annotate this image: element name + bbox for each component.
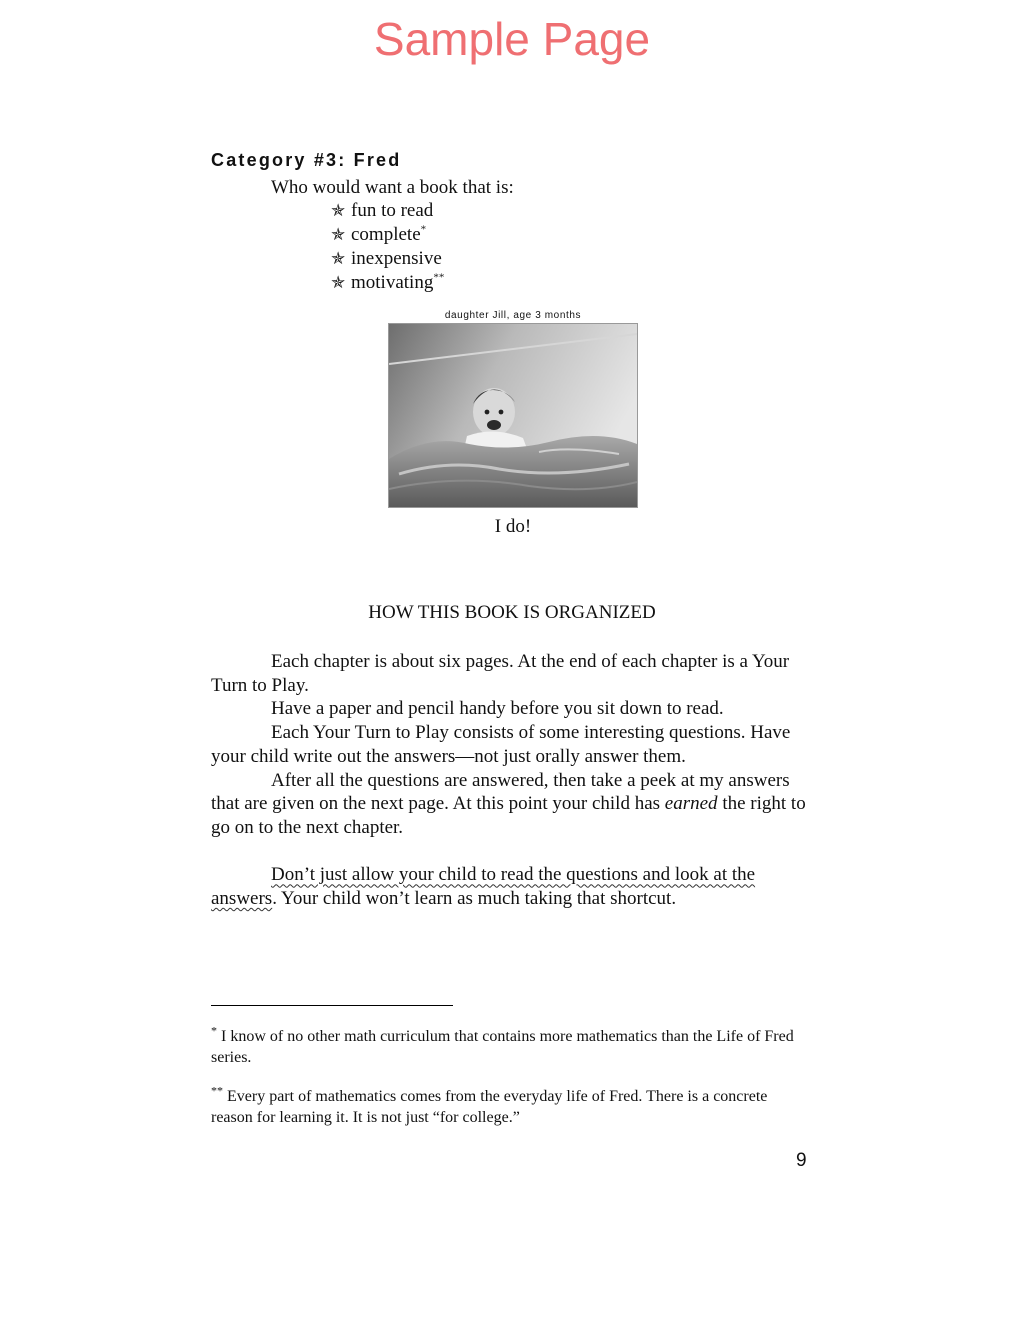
footnote-marker: ** <box>211 1083 223 1098</box>
list-item-text: complete <box>351 224 421 245</box>
footnote-marker: * <box>420 223 427 236</box>
photo-caption: daughter Jill, age 3 months <box>444 310 582 321</box>
footnote-marker: * <box>211 1023 217 1038</box>
star-bullet-icon: ✯ <box>331 201 346 220</box>
list-item <box>331 223 444 247</box>
baby-photo <box>388 323 638 508</box>
footnote-marker: ** <box>433 271 445 284</box>
list-item <box>331 247 444 271</box>
emphasis-text: earned <box>664 793 718 815</box>
intro-question: Who would want a book that is: <box>271 177 514 198</box>
star-bullet-icon: ✯ <box>331 249 346 268</box>
paragraph: Each chapter is about six pages. At the end of each chapter is a Your Turn to Play. <box>211 651 790 696</box>
paragraph-text: . Your child won’t learn as much taking that shortcut. <box>272 888 677 910</box>
footnote-text: I know of no other math curriculum that contains more mathematics than the Life of Fred series. <box>211 1028 794 1066</box>
paragraph-text: After all the questions are answered, then take a peek at my answers that are given on the next page. At this point your child has <box>211 769 790 815</box>
footnote-separator <box>211 1005 453 1006</box>
page-number: 9 <box>796 1150 807 1171</box>
list-item-text: fun to read <box>351 200 434 221</box>
section-heading: HOW THIS BOOK IS ORGANIZED <box>368 602 656 623</box>
photo-answer: I do! <box>494 516 532 537</box>
paragraph: Have a paper and pencil handy before you sit down to read. <box>271 698 724 720</box>
paragraph <box>211 769 813 840</box>
underlined-warning: Don’t just allow your child to read the questions and look at the answers <box>211 864 756 910</box>
body-text <box>211 650 813 911</box>
footnote-text: Every part of mathematics comes from the everyday life of Fred. There is a concrete reason for learning it. It is not just “for college.” <box>211 1088 768 1126</box>
list-item-text: motivating <box>351 272 434 293</box>
paragraph: Each Your Turn to Play consists of some interesting questions. Have your child write out the answers—not just orally answer them. <box>211 722 791 767</box>
footnote <box>211 1023 813 1068</box>
paragraph <box>211 863 813 910</box>
category-heading: Category #3: Fred <box>211 150 402 170</box>
list-item <box>331 271 444 295</box>
paragraph-text: the right to go on to the next chapter. <box>211 793 806 838</box>
footnote <box>211 1083 813 1128</box>
feature-list <box>331 199 444 295</box>
star-bullet-icon: ✯ <box>331 273 346 292</box>
list-item <box>331 199 444 223</box>
list-item-text: inexpensive <box>351 248 442 269</box>
star-bullet-icon: ✯ <box>331 225 346 244</box>
watermark-sample-page: Sample Page <box>373 13 651 65</box>
footnotes <box>211 1023 813 1146</box>
